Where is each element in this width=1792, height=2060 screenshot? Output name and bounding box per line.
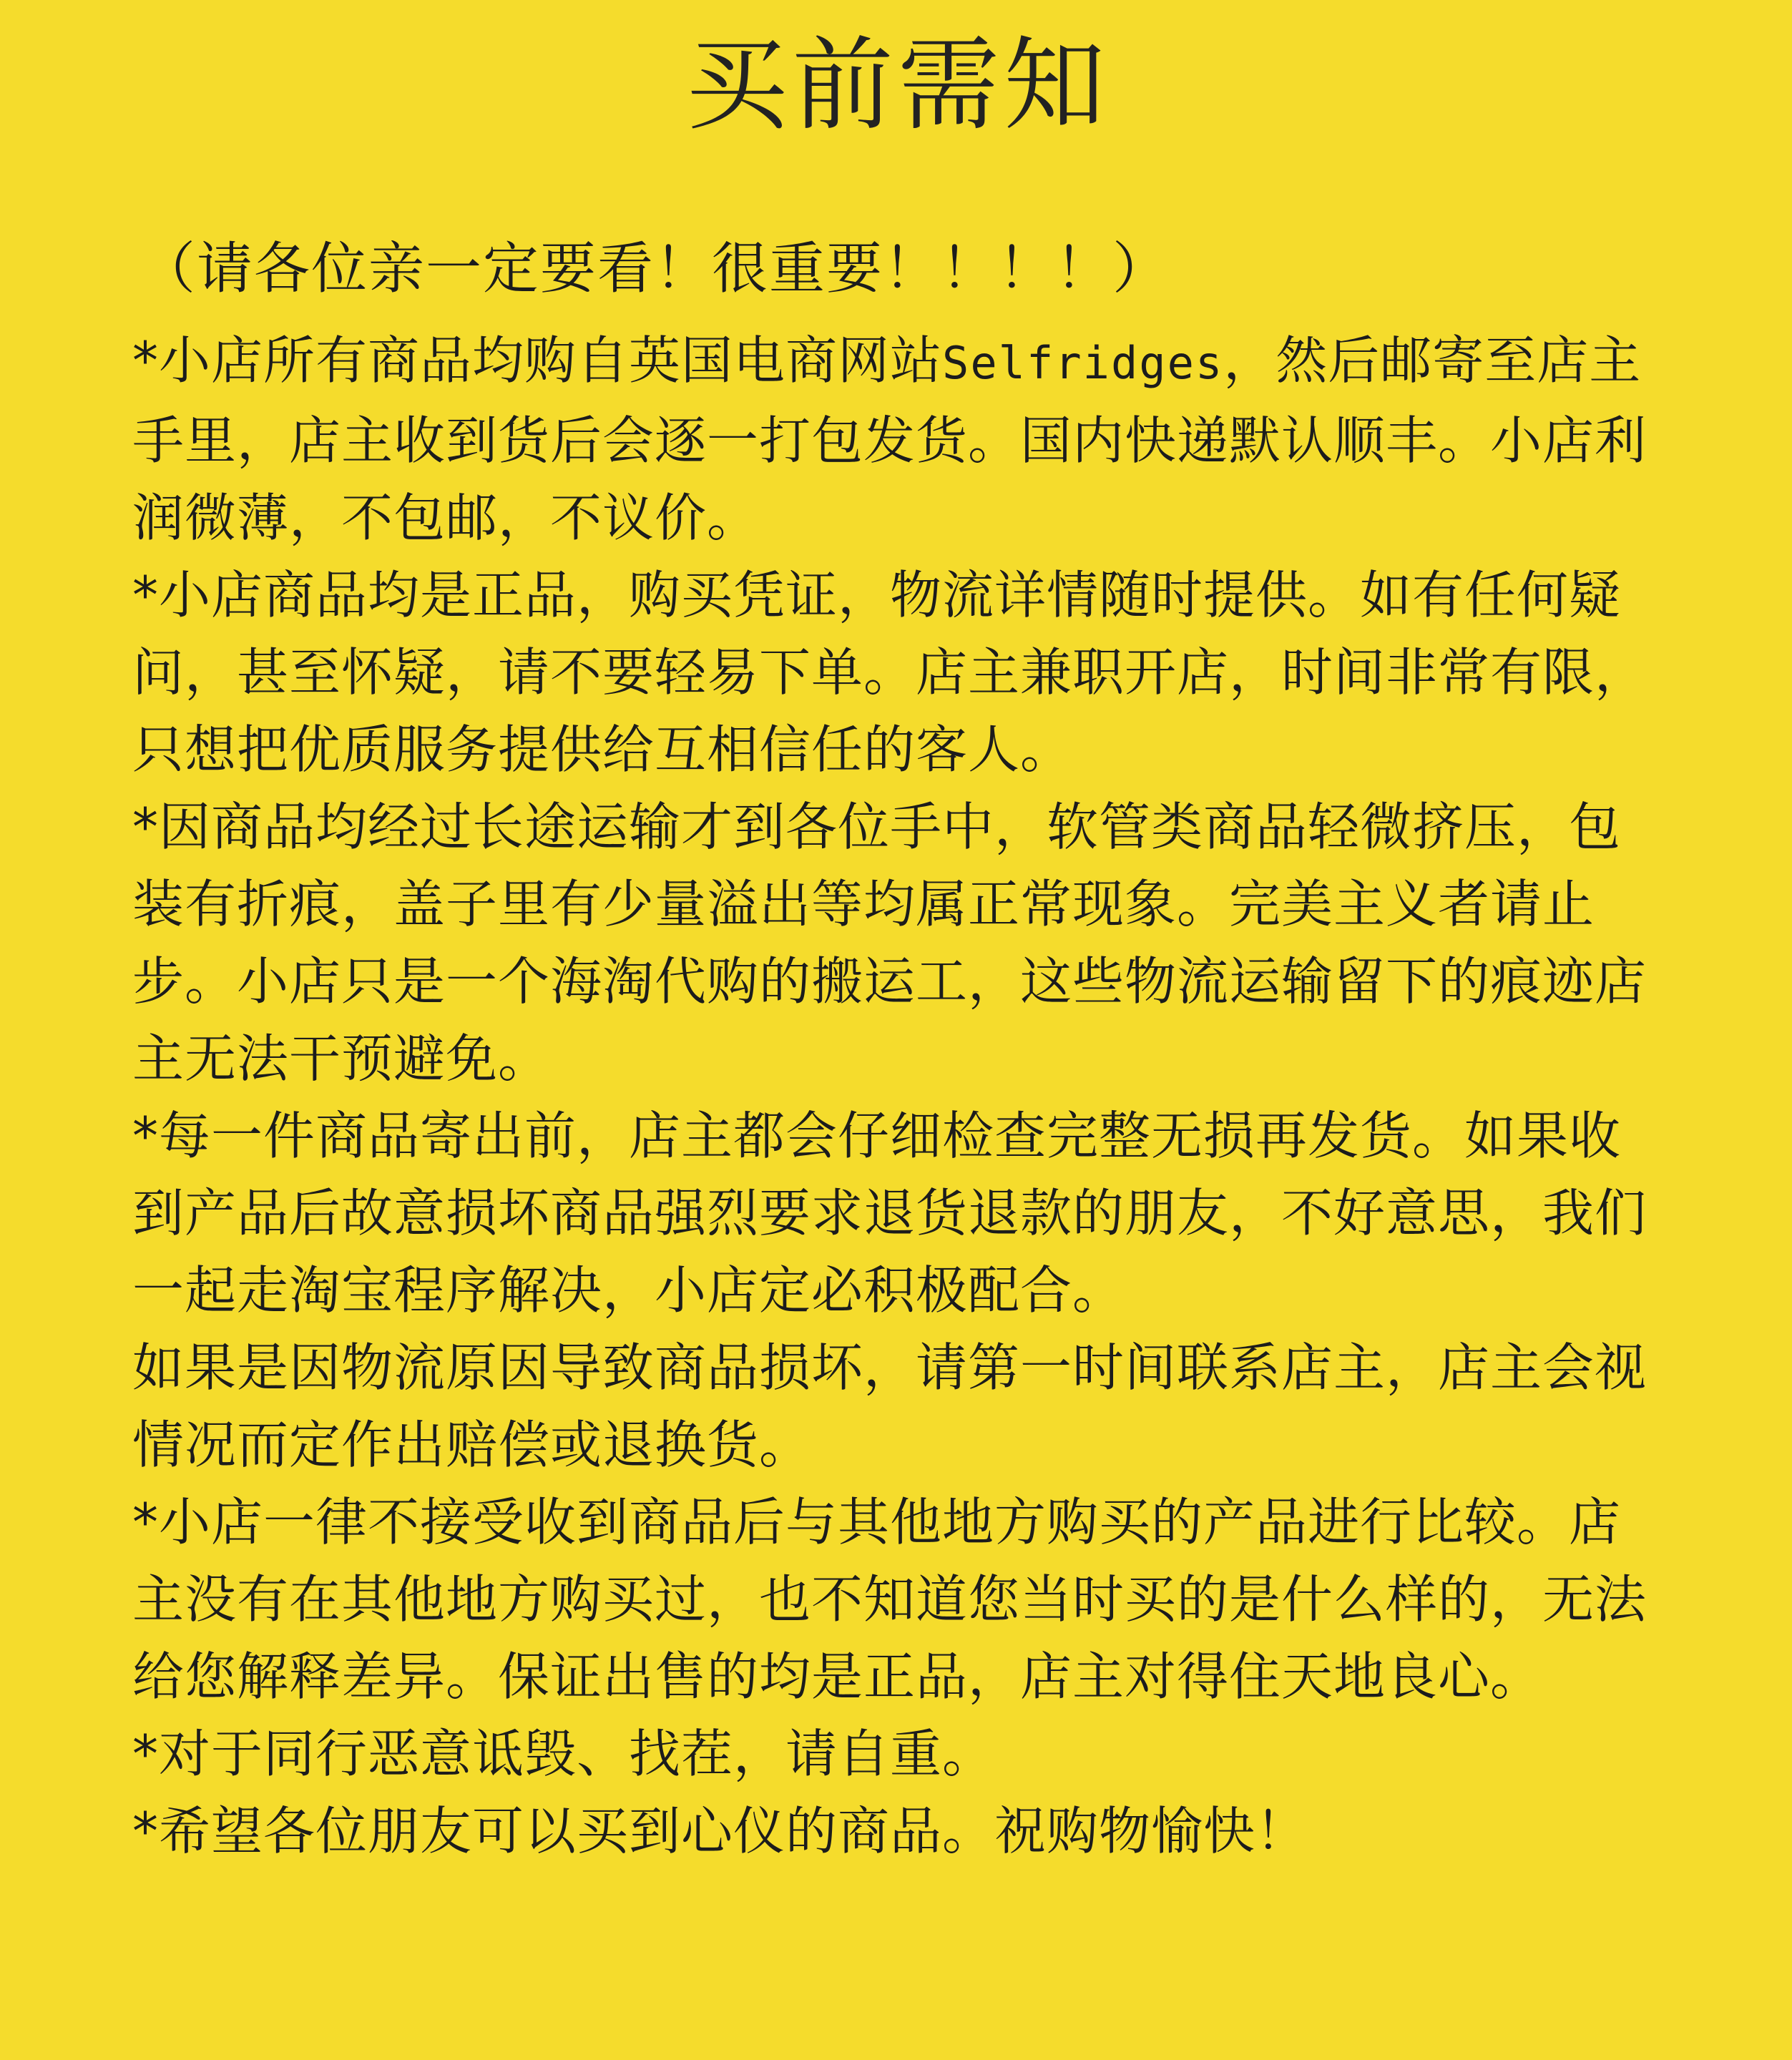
store-name: Selfridges bbox=[942, 337, 1224, 389]
paragraph-sourcing-rest: ，然后邮寄至店主手里，店主收到货后会逐一打包发货。国内快递默认顺丰。小店利润微薄，不包邮，不议价。 bbox=[132, 330, 1647, 548]
important-notice: （请各位亲一定要看！很重要！！！！） bbox=[139, 237, 1170, 301]
paragraph-competitors: *对于同行恶意诋毁、找茬，请自重。 bbox=[132, 1724, 995, 1784]
paragraph-inspection: *每一件商品寄出前，店主都会仔细检查完整无损再发货。如果收到产品后故意损坏商品强烈要求退货退款的朋友，不好意思，我们一起走淘宝程序解决，小店定必积极配合。 bbox=[132, 1106, 1647, 1320]
paragraph-sourcing-lead: *小店所有商品均购自英国电商网站 bbox=[132, 330, 943, 391]
page-title: 买前需知 bbox=[686, 26, 1110, 144]
paragraph-no-comparison: *小店一律不接受收到商品后与其他地方购买的产品进行比较。店主没有在其他地方购买过，也不知道您当时买的是什么样的，无法给您解释差异。保证出售的均是正品，店主对得住天地良心。 bbox=[132, 1492, 1647, 1707]
paragraph-logistics-damage: 如果是因物流原因导致商品损坏，请第一时间联系店主，店主会视情况而定作出赔偿或退换货。 bbox=[132, 1338, 1647, 1475]
paragraph-closing: *希望各位朋友可以买到心仪的商品。祝购物愉快！ bbox=[132, 1801, 1308, 1861]
paragraph-sourcing bbox=[132, 322, 1663, 556]
paragraph-authenticity: *小店商品均是正品，购买凭证，物流详情随时提供。如有任何疑问，甚至怀疑，请不要轻易下单。店主兼职开店，时间非常有限，只想把优质服务提供给互相信任的客人。 bbox=[132, 565, 1647, 780]
paragraph-shipping-damage: *因商品均经过长途运输才到各位手中，软管类商品轻微挤压，包装有折痕，盖子里有少量溢出等均属正常现象。完美主义者请止步。小店只是一个海淘代购的搬运工，这些物流运输留下的痕迹店主无法干预避免。 bbox=[132, 797, 1647, 1089]
notice-body bbox=[132, 322, 1663, 1870]
